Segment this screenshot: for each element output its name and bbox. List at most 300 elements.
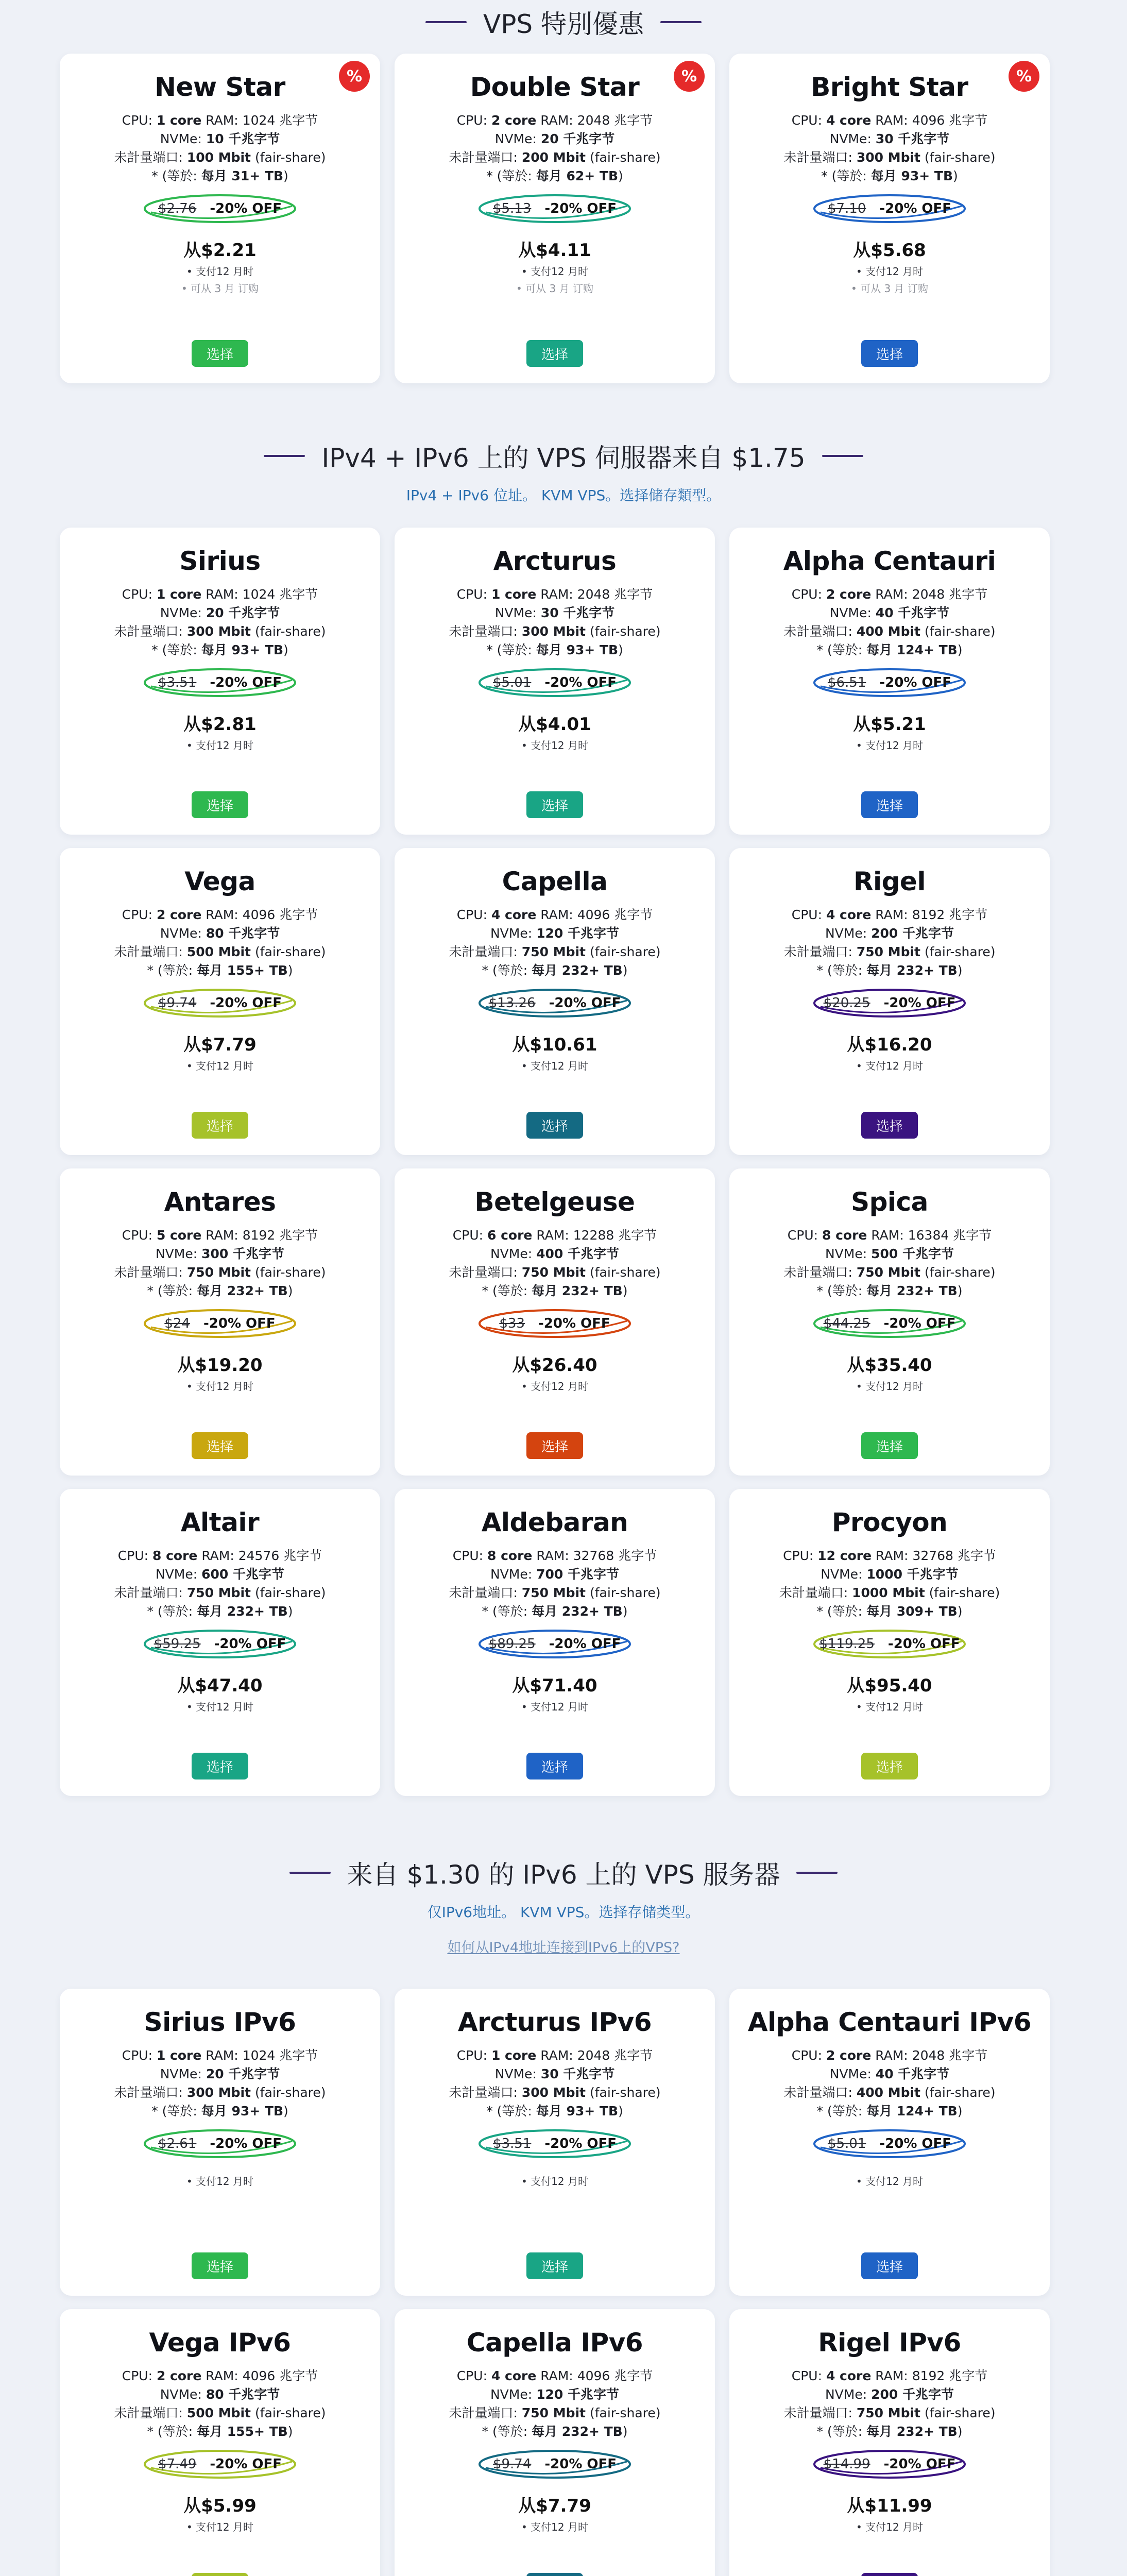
port-label: 未計量端口:	[114, 2405, 187, 2420]
ram-value: 4096 兆字节	[242, 907, 318, 922]
port-value: 750 Mbit	[856, 944, 921, 959]
discount-oval	[477, 987, 632, 1019]
discount-label: -20% OFF	[203, 1316, 276, 1331]
ram-value: 32768 兆字节	[573, 1548, 657, 1563]
fair-share-note: (fair-share)	[924, 1265, 996, 1280]
port-line	[449, 148, 660, 167]
ipv6-grid	[60, 1989, 1050, 2576]
cpu-label: CPU:	[456, 2368, 491, 2383]
nvme-line	[779, 1565, 1000, 1584]
current-price: 从$7.79	[518, 2496, 591, 2516]
divider	[264, 455, 305, 457]
billing-note-text: 支付12 月时	[865, 265, 923, 278]
cpu-ram-line	[783, 2367, 995, 2385]
billing-note: • 支付12 月时	[521, 1701, 588, 1713]
plan-card	[60, 2309, 380, 2576]
cpu-value: 1 core	[491, 587, 537, 602]
cpu-label: CPU:	[122, 2368, 157, 2383]
discount-label: -20% OFF	[544, 2136, 617, 2151]
plan-specs	[779, 1547, 1000, 1621]
cpu-value: 4 core	[826, 113, 872, 128]
cpu-ram-line	[783, 1226, 995, 1245]
old-price: $5.13	[492, 201, 532, 216]
port-line	[449, 2083, 660, 2102]
ram-label: RAM:	[201, 1548, 238, 1563]
port-value: 500 Mbit	[186, 2405, 251, 2420]
traffic-value: 每月 232+ TB	[532, 2424, 623, 2439]
port-line	[783, 622, 995, 641]
port-line	[114, 148, 326, 167]
nvme-line	[449, 1565, 660, 1584]
billing-note: • 支付12 月时	[856, 2521, 923, 2533]
plan-name: Double Star	[470, 72, 640, 102]
select-button[interactable]: 选择	[861, 340, 918, 367]
traffic-line: * (等於: 每月 232+ TB)	[482, 1283, 628, 1298]
billing-note-text: 支付12 月时	[196, 1380, 253, 1393]
billing-note: • 支付12 月时	[521, 1380, 588, 1393]
cpu-value: 2 core	[491, 113, 537, 128]
traffic-label: * (等於:	[816, 1283, 867, 1298]
plan-card	[395, 2309, 715, 2576]
discount-oval	[143, 2128, 297, 2160]
nvme-value: 40 千兆字节	[875, 605, 950, 620]
current-price: 从$2.81	[183, 714, 257, 735]
billing-note-text: 支付12 月时	[196, 1701, 253, 1713]
cpu-value: 1 core	[156, 2048, 202, 2063]
cpu-label: CPU:	[122, 587, 157, 602]
cpu-ram-line	[449, 2046, 660, 2065]
billing-note: • 支付12 月时	[186, 265, 253, 278]
traffic-line: * (等於: 每月 93+ TB)	[486, 642, 623, 657]
traffic-label: * (等於:	[816, 2104, 867, 2119]
ipv6-section	[0, 1850, 1127, 1956]
fair-share-note: (fair-share)	[254, 2085, 326, 2100]
port-line	[783, 148, 995, 167]
traffic-label: * (等於:	[816, 2424, 867, 2439]
select-button[interactable]: 选择	[526, 2252, 583, 2279]
port-label: 未計量端口:	[779, 1585, 852, 1600]
traffic-label: * (等於:	[147, 1283, 197, 1298]
ipv6-help-link[interactable]: 如何从IPv4地址连接到IPv6上的VPS?	[447, 1940, 680, 1956]
cpu-ram-line	[449, 1547, 660, 1565]
nvme-label: NVMe:	[494, 2066, 541, 2081]
old-price: $2.61	[158, 2136, 197, 2151]
old-price: $59.25	[153, 1636, 201, 1652]
traffic-line: * (等於: 每月 93+ TB)	[486, 2104, 623, 2119]
ram-label: RAM:	[871, 1228, 908, 1243]
select-button[interactable]: 选择	[526, 1753, 583, 1780]
port-label: 未計量端口:	[783, 1265, 857, 1280]
plan-name: Antares	[164, 1187, 276, 1217]
discount-oval	[143, 2448, 297, 2480]
billing-note-text: 支付12 月时	[196, 1060, 253, 1072]
nvme-label: NVMe:	[494, 605, 541, 620]
cpu-label: CPU:	[456, 113, 491, 128]
plan-specs	[783, 1226, 995, 1300]
traffic-line: * (等於: 每月 155+ TB)	[147, 2424, 293, 2439]
current-price: 从$4.11	[518, 240, 591, 261]
cpu-value: 2 core	[156, 907, 202, 922]
section-title: 来自 $1.30 的 IPv6 上的 VPS 服务器	[347, 1860, 780, 1890]
ram-value: 8192 兆字节	[912, 907, 988, 922]
discount-oval	[812, 2448, 967, 2480]
old-price: $7.49	[158, 2456, 197, 2472]
select-button[interactable]: 选择	[192, 791, 248, 818]
ram-value: 2048 兆字节	[912, 2048, 988, 2063]
ram-label: RAM:	[875, 907, 912, 922]
ram-value: 1024 兆字节	[242, 2048, 318, 2063]
billing-note: • 支付12 月时	[521, 265, 588, 278]
cpu-value: 1 core	[156, 587, 202, 602]
select-button[interactable]	[861, 2573, 918, 2576]
discount-label: -20% OFF	[210, 675, 282, 690]
billing-note: • 支付12 月时	[521, 1060, 588, 1072]
current-price: 从$10.61	[512, 1035, 597, 1055]
select-button[interactable]: 选择	[861, 1432, 918, 1459]
traffic-label: * (等於:	[147, 1604, 197, 1619]
current-price: 从$35.40	[847, 1355, 932, 1376]
section-subtitle: IPv4 + IPv6 位址。 KVM VPS。选择储存類型。	[406, 487, 721, 504]
traffic-label: * (等於:	[482, 1283, 532, 1298]
nvme-value: 30 千兆字节	[540, 2066, 615, 2081]
cpu-label: CPU:	[787, 1228, 822, 1243]
nvme-value: 120 千兆字节	[536, 926, 619, 941]
nvme-line	[783, 924, 995, 943]
billing-note: • 支付12 月时	[856, 1701, 923, 1713]
fair-share-note: (fair-share)	[924, 624, 996, 639]
plan-card	[395, 848, 715, 1155]
traffic-value: 每月 232+ TB	[532, 1604, 623, 1619]
port-label: 未計量端口:	[114, 1585, 187, 1600]
ram-label: RAM:	[206, 113, 243, 128]
cpu-ram-line	[779, 1547, 1000, 1565]
port-value: 1000 Mbit	[852, 1585, 925, 1600]
nvme-line	[449, 130, 660, 148]
nvme-value: 300 千兆字节	[201, 1246, 284, 1261]
section-subtitle: 仅IPv6地址。 KVM VPS。选择存储类型。	[427, 1904, 700, 1921]
port-label: 未計量端口:	[114, 150, 187, 165]
discount-label: -20% OFF	[210, 201, 282, 216]
discount-label: -20% OFF	[544, 675, 617, 690]
discount-label: -20% OFF	[883, 1316, 956, 1331]
traffic-line: * (等於: 每月 232+ TB)	[147, 1604, 293, 1619]
cpu-label: CPU:	[117, 1548, 152, 1563]
discount-oval	[477, 1308, 632, 1340]
select-button[interactable]: 选择	[192, 1753, 248, 1780]
select-button[interactable]: 选择	[861, 1753, 918, 1780]
ram-value: 4096 兆字节	[577, 2368, 653, 2383]
billing-note: • 支付12 月时	[521, 2521, 588, 2533]
traffic-label: * (等於:	[816, 642, 867, 657]
plan-specs	[783, 2046, 995, 2121]
nvme-label: NVMe:	[825, 1246, 872, 1261]
nvme-value: 40 千兆字节	[875, 2066, 950, 2081]
port-line	[783, 1263, 995, 1282]
nvme-label: NVMe:	[160, 2387, 206, 2402]
discount-oval	[812, 987, 967, 1019]
billing-note: • 支付12 月时	[521, 2175, 588, 2188]
billing-note: • 支付12 月时	[186, 739, 253, 752]
fair-share-note: (fair-share)	[589, 2085, 661, 2100]
billing-note-text: 支付12 月时	[865, 2521, 923, 2533]
nvme-label: NVMe:	[829, 131, 876, 146]
billing-note: • 支付12 月时	[856, 1060, 923, 1072]
order-note-text: 可从 3 月 订购	[525, 282, 593, 295]
divider	[289, 1872, 331, 1874]
traffic-label: * (等於:	[816, 963, 867, 978]
old-price: $5.01	[827, 2136, 866, 2151]
traffic-label: * (等於:	[486, 642, 536, 657]
cpu-ram-line	[449, 2367, 660, 2385]
section-title: VPS 特別優惠	[483, 9, 644, 39]
cpu-label: CPU:	[122, 907, 157, 922]
nvme-value: 400 千兆字节	[536, 1246, 619, 1261]
cpu-ram-line	[449, 1226, 660, 1245]
cpu-label: CPU:	[452, 1548, 487, 1563]
nvme-value: 1000 千兆字节	[866, 1567, 959, 1582]
cpu-value: 6 core	[487, 1228, 533, 1243]
port-label: 未計量端口:	[449, 944, 522, 959]
plan-specs	[783, 585, 995, 659]
nvme-value: 20 千兆字节	[540, 131, 615, 146]
port-label: 未計量端口:	[114, 624, 187, 639]
plan-card	[60, 1168, 380, 1476]
billing-note: • 支付12 月时	[856, 1380, 923, 1393]
select-button[interactable]: 选择	[861, 2252, 918, 2279]
traffic-value: 每月 124+ TB	[866, 642, 958, 657]
billing-note: • 支付12 月时	[186, 2521, 253, 2533]
cpu-label: CPU:	[791, 2048, 826, 2063]
traffic-value: 每月 93+ TB	[201, 642, 284, 657]
port-label: 未計量端口:	[114, 1265, 187, 1280]
discount-label: -20% OFF	[879, 201, 952, 216]
discount-badge-icon: %	[1009, 61, 1039, 92]
fair-share-note: (fair-share)	[589, 944, 661, 959]
traffic-value: 每月 232+ TB	[866, 963, 958, 978]
port-label: 未計量端口:	[783, 150, 857, 165]
traffic-value: 每月 232+ TB	[532, 1283, 623, 1298]
fair-share-note: (fair-share)	[924, 2405, 996, 2420]
billing-note: • 支付12 月时	[856, 265, 923, 278]
plan-specs	[449, 1547, 660, 1621]
ram-value: 4096 兆字节	[242, 2368, 318, 2383]
cpu-ram-line	[449, 111, 660, 130]
old-price: $44.25	[823, 1316, 870, 1331]
current-price: 从$4.01	[518, 714, 591, 735]
cpu-value: 8 core	[152, 1548, 198, 1563]
section-title: IPv4 + IPv6 上的 VPS 伺服器来自 $1.75	[321, 443, 806, 473]
nvme-line	[783, 130, 995, 148]
ram-label: RAM:	[540, 113, 577, 128]
discount-label: -20% OFF	[538, 1316, 610, 1331]
nvme-line	[114, 924, 326, 943]
cpu-ram-line	[114, 1226, 326, 1245]
traffic-label: * (等於:	[482, 963, 532, 978]
select-button[interactable]: 选择	[192, 2252, 248, 2279]
nvme-value: 20 千兆字节	[206, 605, 280, 620]
nvme-value: 30 千兆字节	[540, 605, 615, 620]
select-button[interactable]	[526, 2573, 583, 2576]
ram-label: RAM:	[875, 587, 912, 602]
port-value: 300 Mbit	[521, 624, 586, 639]
plan-card	[395, 1168, 715, 1476]
traffic-line: * (等於: 每月 124+ TB)	[816, 2104, 963, 2119]
cpu-value: 4 core	[491, 907, 537, 922]
select-button[interactable]: 选择	[861, 1112, 918, 1139]
select-button[interactable]: 选择	[526, 1112, 583, 1139]
traffic-value: 每月 93+ TB	[536, 642, 619, 657]
nvme-line	[449, 2385, 660, 2404]
port-line	[783, 943, 995, 961]
plan-specs	[449, 2367, 660, 2441]
ram-label: RAM:	[206, 2048, 243, 2063]
cpu-value: 8 core	[822, 1228, 867, 1243]
old-price: $7.10	[827, 201, 866, 216]
ram-label: RAM:	[206, 587, 243, 602]
port-line	[449, 943, 660, 961]
ram-value: 12288 兆字节	[573, 1228, 657, 1243]
ram-value: 4096 兆字节	[577, 907, 653, 922]
cpu-value: 8 core	[487, 1548, 533, 1563]
current-price: 从$2.21	[183, 240, 257, 261]
select-button[interactable]: 选择	[192, 340, 248, 367]
plan-name: Aldebaran	[481, 1507, 628, 1537]
ram-label: RAM:	[540, 907, 577, 922]
select-button[interactable]: 选择	[192, 1432, 248, 1459]
port-value: 400 Mbit	[856, 2085, 921, 2100]
port-label: 未計量端口:	[449, 1265, 522, 1280]
port-label: 未計量端口:	[783, 944, 857, 959]
plan-name: Sirius IPv6	[144, 2007, 296, 2037]
discount-label: -20% OFF	[210, 2456, 282, 2472]
traffic-label: * (等於:	[486, 2104, 536, 2119]
select-button[interactable]	[192, 2573, 248, 2576]
cpu-value: 2 core	[156, 2368, 202, 2383]
discount-label: -20% OFF	[210, 995, 282, 1011]
plan-specs	[114, 585, 326, 659]
nvme-line	[783, 604, 995, 622]
traffic-label: * (等於:	[151, 2104, 201, 2119]
cpu-value: 4 core	[826, 907, 872, 922]
plan-name: Vega	[184, 867, 255, 896]
billing-note-text: 支付12 月时	[865, 2175, 923, 2188]
billing-note-text: 支付12 月时	[531, 2521, 588, 2533]
port-value: 100 Mbit	[186, 150, 251, 165]
port-value: 750 Mbit	[186, 1265, 251, 1280]
billing-note: • 支付12 月时	[186, 1380, 253, 1393]
traffic-value: 每月 155+ TB	[197, 963, 288, 978]
plan-specs	[114, 906, 326, 980]
traffic-line: * (等於: 每月 232+ TB)	[816, 2424, 963, 2439]
cpu-value: 5 core	[156, 1228, 202, 1243]
old-price: $3.51	[492, 2136, 532, 2151]
ram-label: RAM:	[875, 113, 912, 128]
old-price: $89.25	[488, 1636, 536, 1652]
plan-name: Capella IPv6	[466, 2328, 643, 2358]
fair-share-note: (fair-share)	[589, 1585, 661, 1600]
divider	[660, 21, 702, 23]
nvme-value: 200 千兆字节	[871, 926, 954, 941]
traffic-line: * (等於: 每月 232+ TB)	[482, 1604, 628, 1619]
port-value: 300 Mbit	[186, 624, 251, 639]
select-button[interactable]: 选择	[526, 1432, 583, 1459]
billing-note-text: 支付12 月时	[531, 265, 588, 278]
plan-card	[729, 1489, 1050, 1796]
nvme-line	[114, 1565, 326, 1584]
ram-label: RAM:	[206, 907, 243, 922]
traffic-line: * (等於: 每月 232+ TB)	[482, 2424, 628, 2439]
fair-share-note: (fair-share)	[589, 624, 661, 639]
traffic-line: * (等於: 每月 31+ TB)	[151, 168, 288, 183]
old-price: $24	[164, 1316, 190, 1331]
plan-name: Alpha Centauri IPv6	[747, 2007, 1032, 2037]
port-line	[783, 2404, 995, 2422]
billing-note: • 支付12 月时	[186, 1701, 253, 1713]
cpu-value: 4 core	[491, 2368, 537, 2383]
traffic-line: * (等於: 每月 93+ TB)	[151, 2104, 288, 2119]
discount-label: -20% OFF	[883, 2456, 956, 2472]
traffic-line: * (等於: 每月 62+ TB)	[486, 168, 623, 183]
billing-note-text: 支付12 月时	[531, 1060, 588, 1072]
port-line	[449, 2404, 660, 2422]
discount-oval	[812, 1628, 967, 1660]
plan-specs	[449, 585, 660, 659]
cpu-label: CPU:	[122, 1228, 157, 1243]
plan-card	[60, 1489, 380, 1796]
nvme-label: NVMe:	[160, 131, 206, 146]
nvme-label: NVMe:	[829, 605, 876, 620]
port-value: 750 Mbit	[856, 2405, 921, 2420]
port-line	[114, 2083, 326, 2102]
billing-note: • 支付12 月时	[186, 2175, 253, 2188]
select-button[interactable]: 选择	[192, 1112, 248, 1139]
plan-card	[395, 1989, 715, 2296]
nvme-line	[114, 604, 326, 622]
order-note: • 可从 3 月 订购	[181, 282, 259, 295]
select-button[interactable]: 选择	[861, 791, 918, 818]
billing-note-text: 支付12 月时	[531, 1701, 588, 1713]
select-button[interactable]: 选择	[526, 340, 583, 367]
old-price: $13.26	[488, 995, 536, 1011]
plan-card	[60, 528, 380, 835]
ram-label: RAM:	[540, 2048, 577, 2063]
discount-badge-icon: %	[674, 61, 705, 92]
select-button[interactable]: 选择	[526, 791, 583, 818]
current-price: 从$16.20	[847, 1035, 932, 1055]
plan-name: Betelgeuse	[474, 1187, 635, 1217]
divider	[796, 1872, 838, 1874]
discount-label: -20% OFF	[549, 995, 621, 1011]
plan-name: Altair	[180, 1507, 260, 1537]
port-value: 400 Mbit	[856, 624, 921, 639]
port-label: 未計量端口:	[449, 2085, 522, 2100]
port-label: 未計量端口:	[449, 1585, 522, 1600]
nvme-value: 600 千兆字节	[201, 1567, 284, 1582]
discount-oval	[812, 1308, 967, 1340]
current-price: 从$47.40	[177, 1675, 263, 1696]
plan-name: Spica	[851, 1187, 928, 1217]
billing-note-text: 支付12 月时	[196, 265, 253, 278]
traffic-value: 每月 62+ TB	[536, 168, 619, 183]
plan-specs	[114, 111, 326, 185]
cpu-ram-line	[114, 585, 326, 604]
cpu-label: CPU:	[791, 2368, 826, 2383]
cpu-value: 1 core	[156, 113, 202, 128]
current-price: 从$95.40	[847, 1675, 932, 1696]
plan-card	[729, 54, 1050, 383]
traffic-label: * (等於:	[147, 963, 197, 978]
nvme-value: 500 千兆字节	[871, 1246, 954, 1261]
